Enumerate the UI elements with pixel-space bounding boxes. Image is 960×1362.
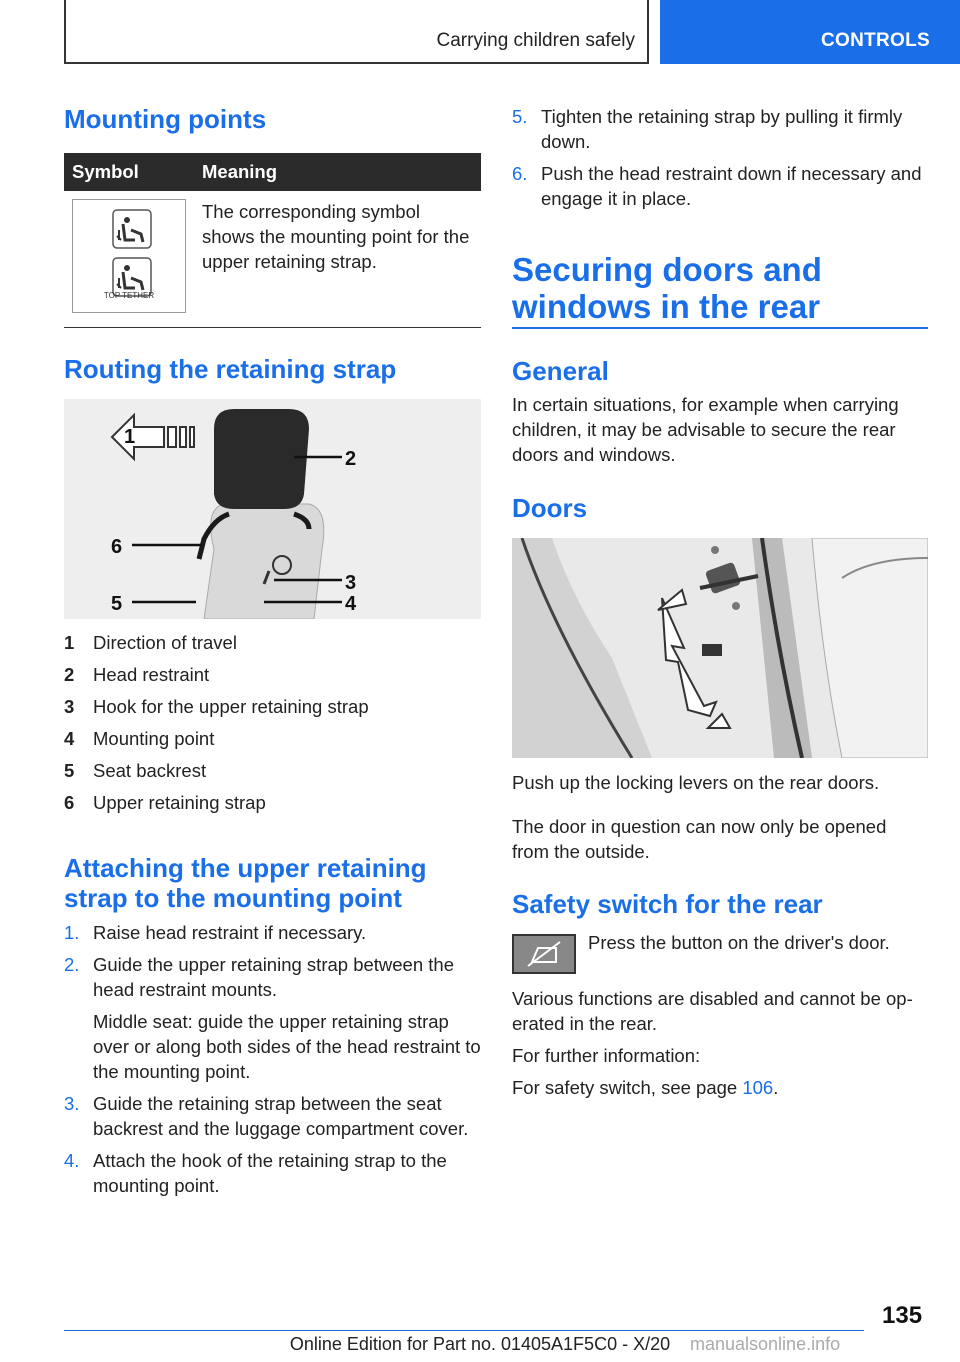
legend-num: 5 [64,760,75,781]
footer-edition: Online Edition for Part no. 01405A1F5C0 - X/20 [289,1334,671,1354]
step-text: Attach the hook of the retaining strap to the mounting point. [93,1150,447,1196]
table-cell-symbol [64,191,194,323]
safety-switch-heading: Safety switch for the rear [512,889,823,919]
step-text: Tighten the retaining strap by pulling it firmly down. [541,106,903,152]
step-num: 6. [512,163,528,184]
securing-heading-line2: windows in the rear [512,288,821,325]
securing-heading [512,251,822,325]
legend-num: 3 [64,696,75,717]
step-text: Raise head restraint if necessary. [93,922,367,943]
legend-text: Direction of travel [93,632,237,653]
further-info-text: For further information: [512,1045,701,1066]
step-item [64,1091,484,1141]
routing-heading: Routing the retaining strap [64,354,397,384]
page-number: 135 [882,1302,923,1329]
legend-num: 6 [64,792,75,813]
legend-num: 1 [64,632,75,653]
step-text: Guide the upper retaining strap between the head restraint mounts. [93,954,454,1000]
disabled-functions-text: Various functions are disabled and cannot be operated in the rear. [512,988,913,1034]
mounting-points-table [64,153,481,323]
header-section-title: CONTROLS [820,30,930,51]
legend-text: Mounting point [93,728,215,749]
general-text: In certain situations, for example when carrying children, it may be advisable to secure the rear doors and windows. [512,394,899,465]
step-text: Push the head restraint down if necessary and engage it in place. [541,163,922,209]
see-page-suffix: . [773,1077,779,1098]
legend-item [64,760,484,792]
top-tether-symbol [72,199,186,313]
door-lock-figure [512,538,928,758]
see-page-text [512,1075,928,1100]
callout-5: 5 [111,593,123,615]
legend-text: Upper retaining strap [93,792,266,813]
safety-switch-icon [512,934,576,974]
step-item [64,952,484,1002]
legend-text: Hook for the upper retaining strap [93,696,369,717]
legend-text: Head restraint [93,664,210,685]
legend-item [64,696,484,728]
header-chapter-title: Carrying children safely [436,30,635,51]
step-num: 3. [64,1093,80,1114]
door-lock-illustration [512,538,928,758]
table-divider [64,327,481,328]
step-text: Guide the retaining strap between the seat backrest and the luggage compartment cover. [93,1093,469,1139]
watermark: manualsonline.info [690,1334,841,1354]
step-num: 4. [64,1150,80,1171]
attaching-heading [64,853,427,913]
mounting-points-heading: Mounting points [64,104,267,134]
attaching-heading-line1: Attaching the upper retaining [64,853,427,883]
callout-6: 6 [111,536,123,558]
legend-item [64,728,484,760]
step-num: 1. [64,922,80,943]
attaching-steps-continued [512,104,932,218]
table-header-meaning: Meaning [194,153,481,191]
top-tether-caption: TOP TETHER [103,291,155,300]
general-heading: General [512,356,609,386]
legend-item [64,664,484,696]
legend-item [64,792,484,824]
securing-heading-line1: Securing doors and [512,251,822,288]
step-item [512,104,932,154]
callout-4: 4 [345,593,357,615]
safety-switch-text: Press the button on the driver's door. [588,932,890,953]
attaching-steps [64,920,484,1205]
step-item [64,1148,484,1198]
doors-heading: Doors [512,493,588,523]
legend-text: Seat backrest [93,760,207,781]
step-num: 2. [64,954,80,975]
header-section-tab[interactable] [660,0,960,64]
legend-num: 4 [64,728,75,749]
header-chapter-box [64,0,649,64]
callout-3: 3 [345,572,357,594]
attaching-heading-line2: strap to the mounting point [64,883,402,913]
window-lock-icon [514,936,574,972]
head-restraint-illustration [64,399,481,619]
footer-rule [64,1330,864,1331]
doors-text-2: The door in question can now only be opened from the outside. [512,816,887,862]
step-item [64,920,484,945]
securing-heading-rule [512,327,928,329]
table-cell-meaning: The corresponding symbol shows the mounting point for the upper retaining strap. [202,201,470,272]
legend-num: 2 [64,664,75,685]
page-link-106[interactable]: 106 [742,1077,774,1098]
callout-2: 2 [345,448,357,470]
callout-1: 1 [124,426,136,448]
step-num: 5. [512,106,528,127]
see-page-prefix: For safety switch, see page [512,1077,743,1098]
routing-figure [64,399,481,619]
step-item [512,161,932,211]
doors-text-1: Push up the locking levers on the rear doors. [512,772,880,793]
legend-item [64,632,484,664]
table-header-symbol: Symbol [64,153,194,191]
step-note: Middle seat: guide the upper retaining strap over or along both sides of the head restraint to the mounting point. [93,1011,481,1082]
routing-legend [64,632,484,824]
